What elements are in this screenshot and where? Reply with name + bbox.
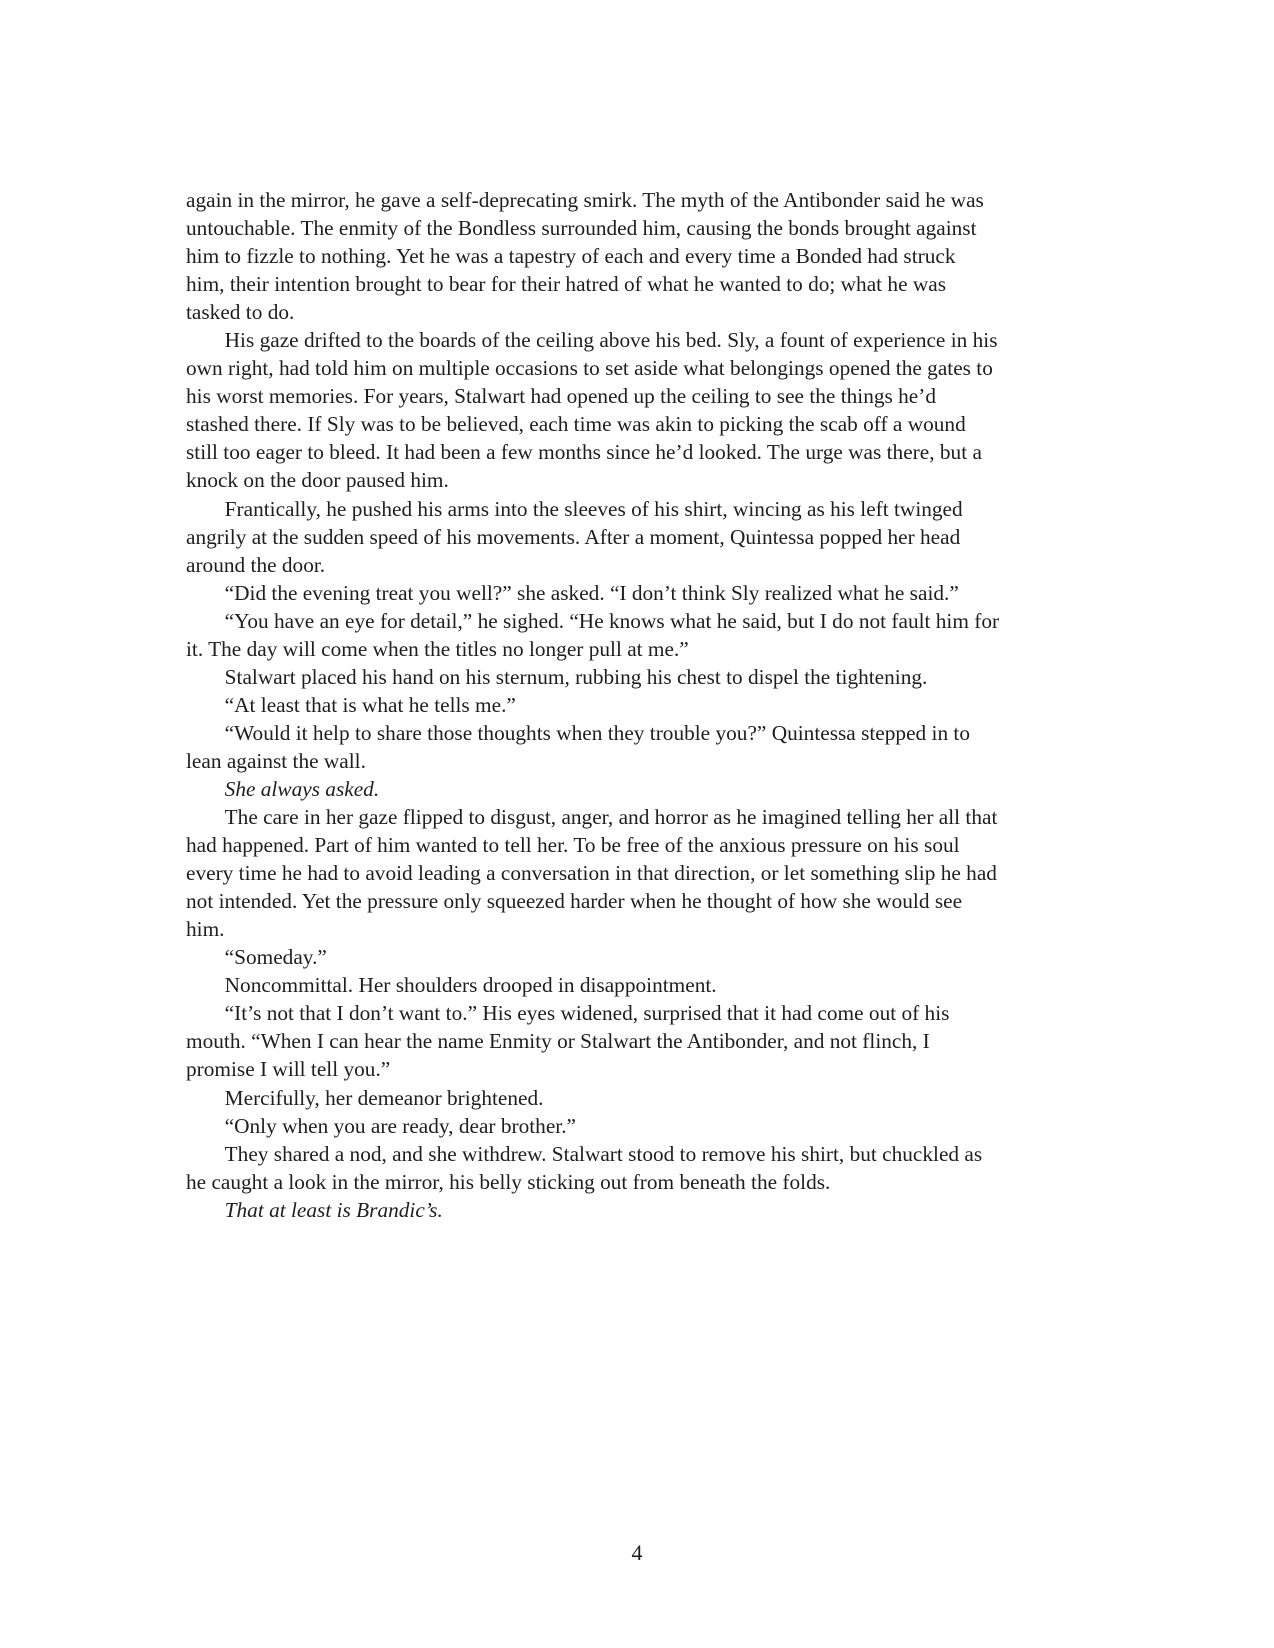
text-line: lean against the wall. bbox=[186, 748, 366, 773]
text-line: again in the mirror, he gave a self-deprecating smirk. The myth of the Antibonder said he was bbox=[186, 188, 984, 212]
text-line: stashed there. If Sly was to be believed, each time was akin to picking the scab off a wound bbox=[186, 412, 966, 437]
text-line: angrily at the sudden speed of his movements. After a moment, Quintessa popped her head bbox=[186, 524, 961, 549]
text-line: Frantically, he pushed his arms into the sleeves of his shirt, wincing as his left twinged bbox=[224, 496, 963, 521]
text-line: “At least that is what he tells me.” bbox=[224, 692, 516, 717]
text-line: not intended. Yet the pressure only squeezed harder when he thought of how she would see bbox=[186, 889, 963, 914]
italic-text-line: She always asked. bbox=[224, 776, 380, 801]
text-line: “Only when you are ready, dear brother.” bbox=[224, 1113, 577, 1138]
text-line: his worst memories. For years, Stalwart had opened up the ceiling to see the things he’d bbox=[186, 384, 937, 409]
text-line: every time he had to avoid leading a conversation in that direction, or let something slip he had bbox=[186, 861, 997, 886]
text-line: “It’s not that I don’t want to.” His eyes widened, surprised that it had come out of his bbox=[224, 1001, 950, 1026]
text-line: him, their intention brought to bear for their hatred of what he wanted to do; what he was bbox=[186, 272, 947, 297]
page-number: 4 bbox=[631, 1540, 643, 1565]
text-line: him. bbox=[186, 917, 225, 942]
text-line: knock on the door paused him. bbox=[186, 468, 449, 493]
text-line: him to fizzle to nothing. Yet he was a tapestry of each and every time a Bonded had struck bbox=[186, 244, 956, 269]
text-line: around the door. bbox=[186, 552, 326, 577]
text-line: promise I will tell you.” bbox=[186, 1057, 391, 1082]
text-line: still too eager to bleed. It had been a few months since he’d looked. The urge was there, but a bbox=[186, 440, 982, 465]
text-line: tasked to do. bbox=[186, 300, 295, 325]
body-text bbox=[186, 186, 1116, 1224]
text-line: had happened. Part of him wanted to tell her. To be free of the anxious pressure on his soul bbox=[186, 833, 960, 858]
text-line: They shared a nod, and she withdrew. Stalwart stood to remove his shirt, but chuckled as bbox=[224, 1141, 983, 1166]
text-line: “Did the evening treat you well?” she asked. “I don’t think Sly realized what he said.” bbox=[224, 580, 959, 605]
text-line: Noncommittal. Her shoulders drooped in disappointment. bbox=[224, 973, 717, 998]
text-line: mouth. “When I can hear the name Enmity or Stalwart the Antibonder, and not flinch, I bbox=[186, 1029, 930, 1054]
text-line: “You have an eye for detail,” he sighed. “He knows what he said, but I do not fault him for bbox=[224, 608, 1000, 633]
text-line: His gaze drifted to the boards of the ceiling above his bed. Sly, a fount of experience in his bbox=[224, 328, 998, 353]
text-line: he caught a look in the mirror, his belly sticking out from beneath the folds. bbox=[186, 1169, 831, 1194]
text-line: “Someday.” bbox=[224, 945, 327, 970]
text-line: Stalwart placed his hand on his sternum, rubbing his chest to dispel the tightening. bbox=[224, 664, 928, 689]
text-line: “Would it help to share those thoughts when they trouble you?” Quintessa stepped in to bbox=[224, 720, 971, 745]
text-line: The care in her gaze flipped to disgust, anger, and horror as he imagined telling her all that bbox=[224, 805, 998, 830]
italic-text-line: That at least is Brandic’s. bbox=[224, 1197, 443, 1222]
text-line: untouchable. The enmity of the Bondless surrounded him, causing the bonds brought against bbox=[186, 216, 977, 241]
text-line: own right, had told him on multiple occasions to set aside what belongings opened the gates to bbox=[186, 356, 993, 381]
text-line: it. The day will come when the titles no longer pull at me.” bbox=[186, 636, 689, 661]
text-line: Mercifully, her demeanor brightened. bbox=[224, 1085, 544, 1110]
